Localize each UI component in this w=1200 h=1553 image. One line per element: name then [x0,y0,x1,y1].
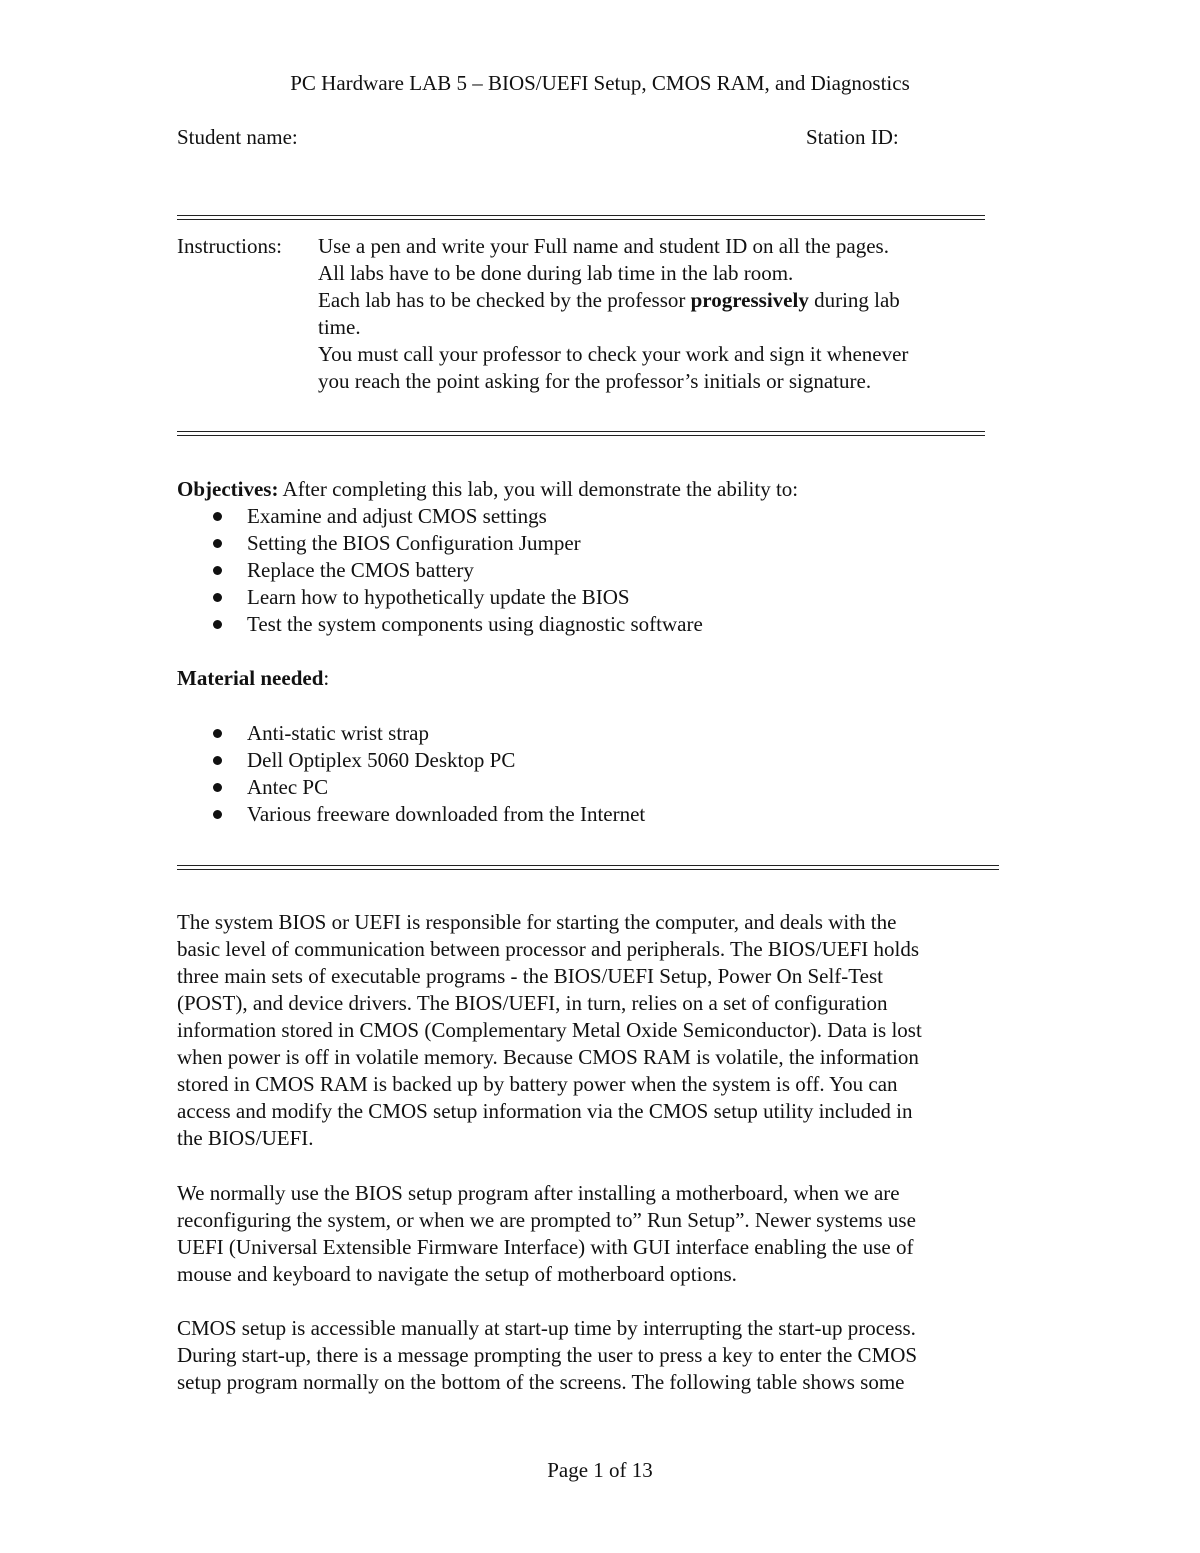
divider-rule [177,865,999,870]
list-item [177,503,703,530]
paragraph-cmos-access [177,1315,1037,1396]
list-item [177,801,645,828]
bullet-icon [213,729,222,738]
paragraph-line: During start-up, there is a message prompting the user to press a key to enter the CMOS [177,1343,918,1367]
bullet-icon [213,512,222,521]
list-item-text: Test the system components using diagnostic software [247,612,703,636]
bullet-icon [213,620,222,629]
emphasis-progressively: progressively [690,288,809,312]
list-item [177,774,645,801]
list-item [177,557,703,584]
instructions-line: All labs have to be done during lab time in the lab room. [318,261,794,285]
instructions-line: time. [318,315,361,339]
list-item [177,720,645,747]
paragraph-line: reconfiguring the system, or when we are prompted to” Run Setup”. Newer systems use [177,1208,916,1232]
list-item [177,584,703,611]
paragraph-bios-intro [177,909,1037,1152]
instructions-line: Use a pen and write your Full name and student ID on all the pages. [318,234,889,258]
paragraph-line: The system BIOS or UEFI is responsible for starting the computer, and deals with the [177,910,897,934]
list-item-text: Anti-static wrist strap [247,721,429,745]
paragraph-line: mouse and keyboard to navigate the setup of motherboard options. [177,1262,737,1286]
instructions-label: Instructions: [177,234,282,258]
page-title: PC Hardware LAB 5 – BIOS/UEFI Setup, CMOS RAM, and Diagnostics [290,71,910,95]
station-id-label: Station ID: [806,125,899,149]
instructions-text: during lab [808,288,900,312]
objectives-list [177,503,703,638]
paragraph-line: CMOS setup is accessible manually at start-up time by interrupting the start-up process. [177,1316,916,1340]
objectives-label: Objectives: [177,477,279,501]
bullet-icon [213,810,222,819]
instructions-text: Each lab has to be checked by the professor [318,288,691,312]
paragraph-line: access and modify the CMOS setup information via the CMOS setup utility included in [177,1099,913,1123]
bullet-icon [213,756,222,765]
list-item-text: Replace the CMOS battery [247,558,474,582]
list-item [177,747,645,774]
list-item [177,530,703,557]
instructions-line: You must call your professor to check your work and sign it whenever [318,342,909,366]
instructions-line [318,287,988,314]
page-number: Page 1 of 13 [547,1458,653,1482]
list-item-text: Dell Optiplex 5060 Desktop PC [247,748,516,772]
list-item-text: Learn how to hypothetically update the BIOS [247,585,630,609]
paragraph-line: when power is off in volatile memory. Because CMOS RAM is volatile, the information [177,1045,919,1069]
bullet-icon [213,539,222,548]
list-item-text: Various freeware downloaded from the Internet [247,802,646,826]
material-label: Material needed [177,666,324,690]
paragraph-line: basic level of communication between processor and peripherals. The BIOS/UEFI holds [177,937,920,961]
list-item-text: Examine and adjust CMOS settings [247,504,547,528]
material-heading [177,665,329,692]
objectives-intro: After completing this lab, you will demonstrate the ability to: [278,477,799,501]
paragraph-line: three main sets of executable programs - the BIOS/UEFI Setup, Power On Self-Test [177,964,883,988]
list-item-text: Antec PC [247,775,329,799]
paragraph-line: information stored in CMOS (Complementary Metal Oxide Semiconductor). Data is lost [177,1018,922,1042]
paragraph-line: We normally use the BIOS setup program after installing a motherboard, when we are [177,1181,900,1205]
paragraph-line: setup program normally on the bottom of the screens. The following table shows some [177,1370,905,1394]
objectives-heading [177,476,798,503]
paragraph-line: stored in CMOS RAM is backed up by battery power when the system is off. You can [177,1072,898,1096]
student-name-label: Student name: [177,125,298,149]
instructions-body [318,233,988,395]
bullet-icon [213,566,222,575]
bullet-icon [213,593,222,602]
paragraph-line: UEFI (Universal Extensible Firmware Interface) with GUI interface enabling the use of [177,1235,914,1259]
paragraph-line: (POST), and device drivers. The BIOS/UEFI, in turn, relies on a set of configuration [177,991,888,1015]
material-list [177,720,645,828]
paragraph-setup-usage [177,1180,1037,1288]
list-item [177,611,703,638]
divider-rule [177,215,985,220]
list-item-text: Setting the BIOS Configuration Jumper [247,531,581,555]
instructions-line: you reach the point asking for the professor’s initials or signature. [318,369,872,393]
paragraph-line: the BIOS/UEFI. [177,1126,314,1150]
divider-rule [177,431,985,436]
bullet-icon [213,783,222,792]
material-colon: : [323,666,330,690]
